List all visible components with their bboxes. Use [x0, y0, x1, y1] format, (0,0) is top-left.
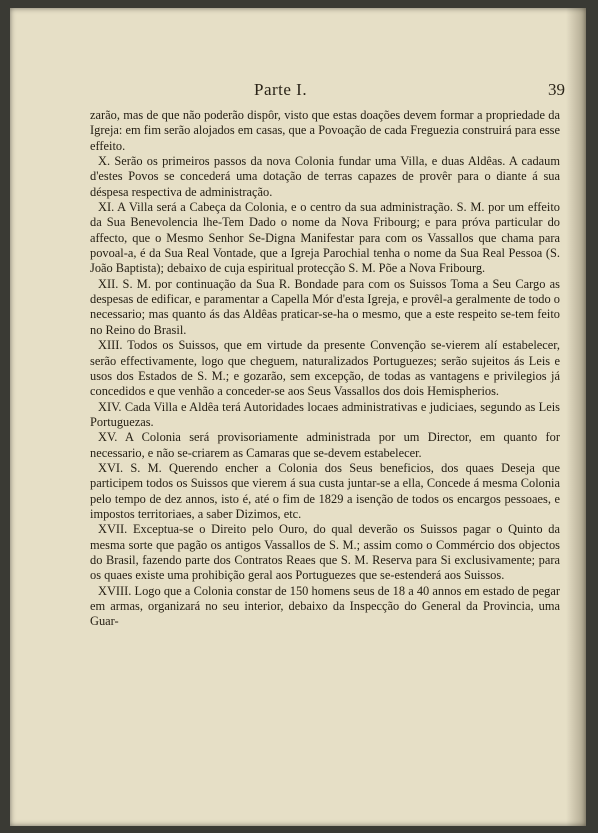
page-header	[10, 80, 586, 102]
paragraph-article-xiii: XIII. Todos os Suissos, que em virtude da presente Convenção se-vierem alí estabelecer, serão effectivamente, logo que cheguem, naturalizados Portuguezes; serão sujeitos ás Leis e usos dos Estados de S. M.; e gozarão, sem excepção, de todas as vantagens e privilegios já concedidos e que venhão a conceder-se aos Seus Vassallos dos dois Hemispherios.	[90, 338, 560, 399]
body-text	[90, 108, 560, 630]
paragraph-article-x: X. Serão os primeiros passos da nova Colonia fundar uma Villa, e duas Aldêas. A cadaum d'estes Povos se concederá uma dotação de terras capazes de provêr para o diante á sua déspesa respectiva de administração.	[90, 154, 560, 199]
paragraph-article-xviii: XVIII. Logo que a Colonia constar de 150 homens seus de 18 a 40 annos em estado de pegar em armas, organizará no seu interior, debaixo da Inspecção do General da Provincia, uma Guar-	[90, 583, 560, 629]
paragraph-continuation: zarão, mas de que não poderão dispôr, visto que estas doações devem formar a propriedade da Igreja: em fim serão alojados em casas, que a Povoação de cada Freguezia construirá para esse effeito.	[90, 108, 560, 153]
paragraph-article-xv: XV. A Colonia será provisoriamente administrada por um Director, em quanto for necessario, e não se-criarem as Camaras que se-devem estabelecer.	[90, 430, 560, 460]
paragraph-article-xvii: XVII. Exceptua-se o Direito pelo Ouro, do qual deverão os Suissos pagar o Quinto da mesma sorte que pagão os antigos Vassallos de S. M.; assim como o Commércio dos objectos do Brasil, fazendo parte dos Contratos Reaes que S. M. Reserva para Si exclusivamente; para os quaes existe uma prohibição geral aos Portuguezes que se-estenderá aos Suissos.	[90, 522, 560, 583]
page-spine-shadow	[566, 8, 586, 826]
paragraph-article-xi: XI. A Villa será a Cabeça da Colonia, e o centro da sua administração. S. M. por um effeito da Sua Benevolencia lhe-Tem Dado o nome da Nova Fribourg; e para próva particular do affecto, que o Mesmo Senhor Se-Digna Manifestar para com os Vassallos que chama para povoal-a, é da Sua Real Vontade, que a Igreja Parochial tenha o nome da Sua Real Pessoa (S. João Baptista); debaixo de cuja espiritual protecção S. M. Põe a Nova Fribourg.	[90, 200, 560, 276]
paragraph-article-xii: XII. S. M. por continuação da Sua R. Bondade para com os Suissos Toma a Seu Cargo as despesas de edificar, e paramentar a Capella Mór d'esta Igreja, e provêl-a geralmente de todo o necessario; mas quanto ás das Aldêas praticar-se-ha o mesmo, que a este respeito se-tem feito no Reino do Brasil.	[90, 276, 560, 337]
page-number: 39	[548, 80, 565, 99]
paragraph-article-xvi: XVI. S. M. Querendo encher a Colonia dos Seus beneficios, dos quaes Deseja que participem todos os Suissos que vierem á sua custa juntar-se a ella, Concede á mesma Colonia pelo tempo de dez annos, isto é, até o fim de 1829 a isenção de todos os encargos pessoaes, e impostos territoriaes, a saber Dizimos, etc.	[90, 460, 560, 521]
paragraph-article-xiv: XIV. Cada Villa e Aldêa terá Autoridades locaes administrativas e judiciaes, segundo as Leis Portuguezas.	[90, 399, 560, 429]
book-page	[10, 8, 586, 826]
running-head: Parte I.	[254, 80, 308, 99]
